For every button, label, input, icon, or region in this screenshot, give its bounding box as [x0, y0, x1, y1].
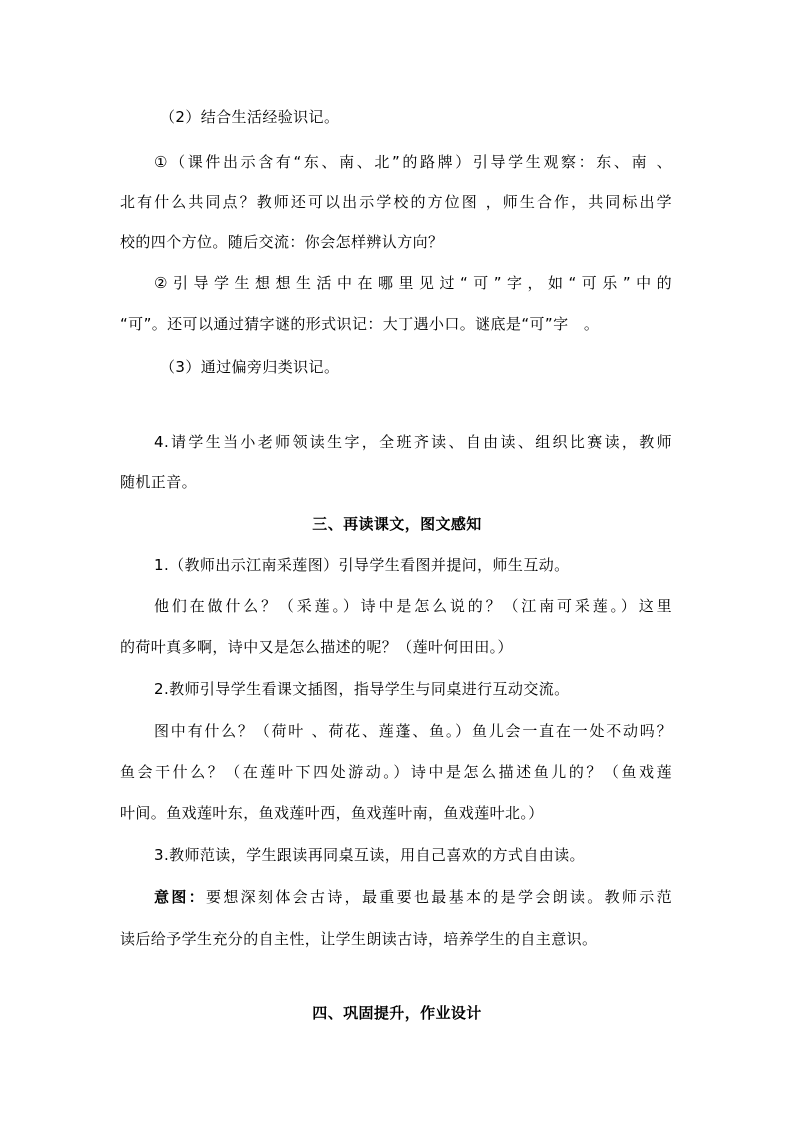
paragraph-line: （3）通过偏旁归类识记。 [160, 358, 340, 376]
paragraph-line: 读后给予学生充分的自主性，让学生朗读古诗，培养学生的自主意识。 [120, 930, 598, 948]
section-heading: 四、巩固提升，作业设计 [312, 1004, 482, 1022]
intent-label: 意图： [154, 888, 206, 906]
paragraph-line: 2.教师引导学生看课文插图，指导学生与同桌进行互动交流。 [154, 680, 570, 698]
paragraph-line: ②引导学生想想生活中在哪里见过“可”字，如“可乐”中的 [154, 274, 672, 292]
paragraph-line: 北有什么共同点？教师还可以出示学校的方位图 ，师生合作，共同标出学 [120, 193, 672, 211]
paragraph-line: 鱼会干什么？（在莲叶下四处游动。）诗中是怎么描述鱼儿的？（鱼戏莲 [120, 763, 672, 781]
paragraph-line: 4.请学生当小老师领读生字，全班齐读、自由读、组织比赛读，教师 [154, 433, 672, 451]
paragraph-line [154, 887, 672, 907]
paragraph-line: 的荷叶真多啊，诗中又是怎么描述的呢？（莲叶何田田。） [120, 638, 513, 656]
paragraph-line: （2）结合生活经验识记。 [160, 108, 340, 126]
paragraph-line: 1.（教师出示江南采莲图）引导学生看图并提问，师生互动。 [154, 556, 570, 574]
paragraph-line: 3.教师范读，学生跟读再同桌互读，用自己喜欢的方式自由读。 [154, 846, 585, 864]
paragraph-line: “可”。还可以通过猜字谜的形式识记：大丁遇小口。谜底是“可”字 。 [120, 315, 600, 333]
paragraph-line: ①（课件出示含有“东、南、北”的路牌）引导学生观察：东、南 、 [154, 153, 672, 171]
paragraph-line: 随机正音。 [120, 473, 198, 491]
paragraph-line: 校的四个方位。随后交流：你会怎样辨认方向？ [120, 233, 444, 251]
intent-text: 要想深刻体会古诗，最重要也最基本的是学会朗读。教师示范 [206, 888, 672, 906]
paragraph-line: 叶间。鱼戏莲叶东，鱼戏莲叶西，鱼戏莲叶南，鱼戏莲叶北。） [120, 804, 544, 822]
paragraph-line: 图中有什么？（荷叶 、荷花、莲蓬、鱼。）鱼儿会一直在一处不动吗？ [154, 722, 672, 740]
paragraph-line: 他们在做什么？（采莲。）诗中是怎么说的？（江南可采莲。）这里 [154, 597, 672, 615]
section-heading: 三、再读课文，图文感知 [312, 515, 482, 533]
